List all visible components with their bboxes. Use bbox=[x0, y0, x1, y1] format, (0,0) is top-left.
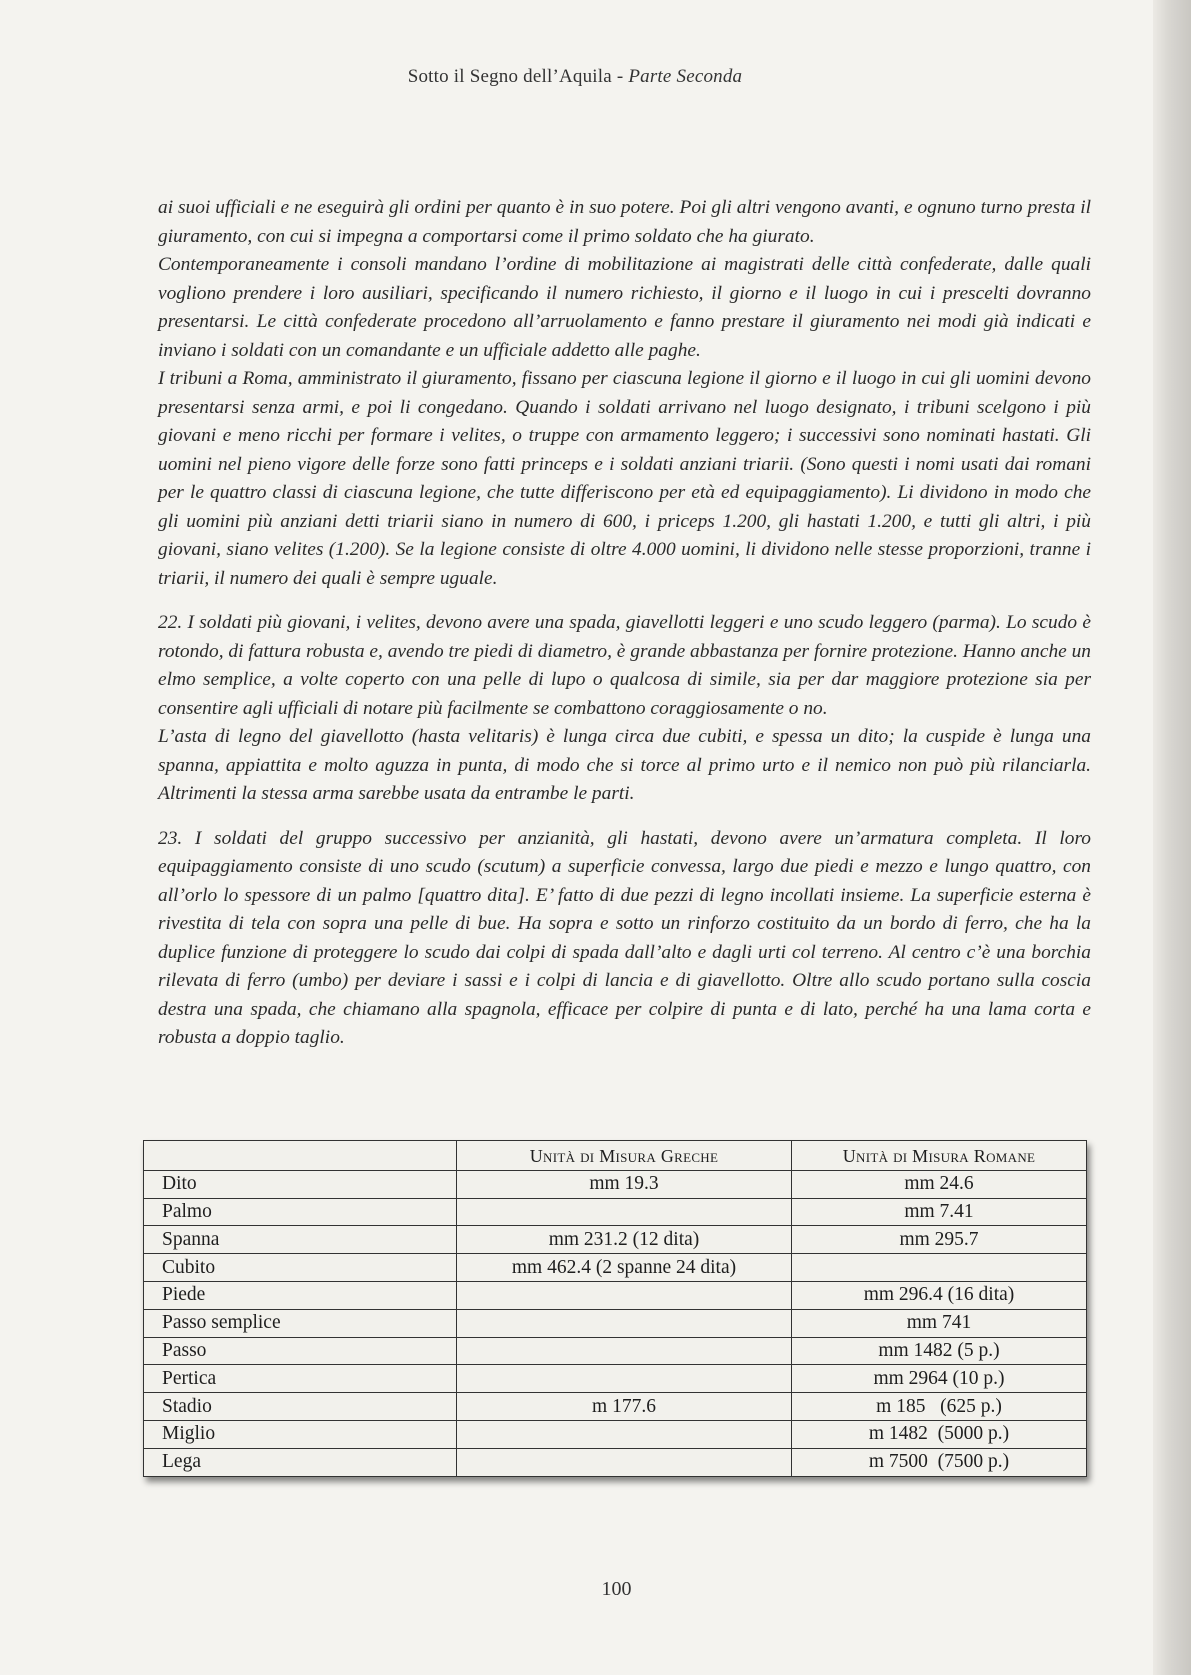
header-separator: - bbox=[616, 66, 624, 87]
running-head bbox=[0, 66, 1150, 88]
roman-value: m 185 (625 p.) bbox=[792, 1393, 1087, 1421]
table-header-greek: Unità di Misura Greche bbox=[457, 1141, 792, 1171]
book-spine-shadow bbox=[1153, 0, 1191, 1675]
roman-value: mm 296.4 (16 dita) bbox=[792, 1281, 1087, 1309]
greek-value bbox=[457, 1309, 792, 1337]
greek-value: mm 231.2 (12 dita) bbox=[457, 1226, 792, 1254]
paragraph: I tribuni a Roma, amministrato il giuramento, fissano per ciascuna legione il giorno e il luogo in cui gli uomini devono presentarsi senza armi, e poi li congedano. Quando i soldati arrivano nel luogo designato, i tribuni scelgono i più giovani e meno ricchi per formare i velites, o truppe con armamento leggero; i successivi sono nominati hastati. Gli uomini nel pieno vigore delle forze sono fatti princeps e i soldati anziani triarii. (Sono questi i nomi usati dai romani per le quattro classi di ciascuna legione, che tutte differiscono per età ed equipaggiamento). Li dividono in modo che gli uomini più anziani detti triarii siano in numero di 600, i priceps 1.200, gli hastati 1.200, e tutti gli altri, i più giovani, siano velites (1.200). Se la legione consiste di oltre 4.000 uomini, li dividono nelle stesse proporzioni, tranne i triarii, il numero dei quali è sempre uguale. bbox=[158, 368, 1091, 589]
table-row bbox=[144, 1448, 1087, 1476]
unit-name: Passo bbox=[144, 1337, 457, 1365]
table-row bbox=[144, 1170, 1087, 1198]
paragraph: L’asta di legno del giavellotto (hasta velitaris) è lunga circa due cubiti, e spessa un dito; la cuspide è lunga una spanna, appiattita e molto aguzza in punta, di modo che si torce al primo urto e il nemico non può più rilanciarla. Altrimenti la stessa arma sarebbe usata da entrambe le parti. bbox=[158, 726, 1091, 804]
table-row bbox=[144, 1309, 1087, 1337]
roman-value: mm 24.6 bbox=[792, 1170, 1087, 1198]
greek-value bbox=[457, 1198, 792, 1226]
paragraph: ai suoi ufficiali e ne eseguirà gli ordini per quanto è in suo potere. Poi gli altri vengono avanti, e ognuno turno presta il giuramento, con cui si impegna a comportarsi come il primo soldato che ha giurato. bbox=[158, 197, 1091, 247]
paragraph: Contemporaneamente i consoli mandano l’ordine di mobilitazione ai magistrati delle città confederate, dalle quali vogliono prendere i loro ausiliari, specificando il numero richiesto, il giorno e il luogo in cui i prescelti dovranno presentarsi. Le città confederate procedono all’arruolamento e fanno prestare il giuramento nei modi già indicati e inviano i soldati con un comandante e un ufficiale addetto alle paghe. bbox=[158, 254, 1091, 361]
table-row bbox=[144, 1393, 1087, 1421]
roman-value: m 7500 (7500 p.) bbox=[792, 1448, 1087, 1476]
table-row bbox=[144, 1281, 1087, 1309]
greek-value bbox=[457, 1420, 792, 1448]
table-row bbox=[144, 1198, 1087, 1226]
roman-value: mm 1482 (5 p.) bbox=[792, 1337, 1087, 1365]
greek-value: mm 19.3 bbox=[457, 1170, 792, 1198]
greek-value: mm 462.4 (2 spanne 24 dita) bbox=[457, 1254, 792, 1282]
page-number: 100 bbox=[601, 1578, 632, 1600]
table-row bbox=[144, 1226, 1087, 1254]
roman-value: m 1482 (5000 p.) bbox=[792, 1420, 1087, 1448]
roman-value: mm 295.7 bbox=[792, 1226, 1087, 1254]
table-row bbox=[144, 1365, 1087, 1393]
unit-name: Stadio bbox=[144, 1393, 457, 1421]
table-row bbox=[144, 1420, 1087, 1448]
roman-value: mm 741 bbox=[792, 1309, 1087, 1337]
part-title: Parte Seconda bbox=[628, 66, 743, 87]
book-title: Sotto il Segno dell’Aquila bbox=[407, 66, 612, 87]
unit-name: Pertica bbox=[144, 1365, 457, 1393]
units-of-measure-table bbox=[143, 1140, 1087, 1477]
roman-value: mm 2964 (10 p.) bbox=[792, 1365, 1087, 1393]
unit-name: Palmo bbox=[144, 1198, 457, 1226]
greek-value: m 177.6 bbox=[457, 1393, 792, 1421]
unit-name: Cubito bbox=[144, 1254, 457, 1282]
section-23-paragraph: 23. I soldati del gruppo successivo per anzianità, gli hastati, devono avere un’armatura completa. Il loro equipaggiamento consiste di uno scudo (scutum) a superficie convessa, largo due piedi e mezzo e lungo quattro, con all’orlo lo spessore di un palmo [quattro dita]. E’ fatto di due pezzi di legno incollati insieme. La superficie esterna è rivestita di tela con sopra una pelle di bue. Ha sopra e sotto un rinforzo costituito da un bordo di ferro, che ha la duplice funzione di proteggere lo scudo dai colpi di spada dall’alto e dagli urti col terreno. Al centro c’è una borchia rilevata di ferro (umbo) per deviare i sassi e i colpi di lancia e di giavellotto. Oltre allo scudo portano sulla coscia destra una spada, che chiamano alla spagnola, efficace per colpire di punta e di lato, perché ha una lama corta e robusta a doppio taglio. bbox=[158, 827, 1091, 1048]
unit-name: Dito bbox=[144, 1170, 457, 1198]
section-22-paragraph: 22. I soldati più giovani, i velites, devono avere una spada, giavellotti leggeri e uno scudo leggero (parma). Lo scudo è rotondo, di fattura robusta e, avendo tre piedi di diametro, è grande abbastanza per fornire protezione. Hanno anche un elmo semplice, a volte coperto con una pelle di lupo o qualcosa di simile, sia per dar maggiore protezione sia per consentire agli ufficiali di notare più facilmente se combattono coraggiosamente o no. bbox=[158, 612, 1091, 719]
greek-value bbox=[457, 1448, 792, 1476]
roman-value: mm 7.41 bbox=[792, 1198, 1087, 1226]
greek-value bbox=[457, 1281, 792, 1309]
table-header-empty bbox=[144, 1141, 457, 1171]
unit-name: Lega bbox=[144, 1448, 457, 1476]
table-header-roman: Unità di Misura Romane bbox=[792, 1141, 1087, 1171]
unit-name: Spanna bbox=[144, 1226, 457, 1254]
table-row bbox=[144, 1337, 1087, 1365]
body-text bbox=[158, 194, 1091, 1053]
unit-name: Passo semplice bbox=[144, 1309, 457, 1337]
unit-name: Miglio bbox=[144, 1420, 457, 1448]
table-row bbox=[144, 1254, 1087, 1282]
greek-value bbox=[457, 1365, 792, 1393]
table-header-row bbox=[144, 1141, 1087, 1171]
unit-name: Piede bbox=[144, 1281, 457, 1309]
greek-value bbox=[457, 1337, 792, 1365]
roman-value bbox=[792, 1254, 1087, 1282]
